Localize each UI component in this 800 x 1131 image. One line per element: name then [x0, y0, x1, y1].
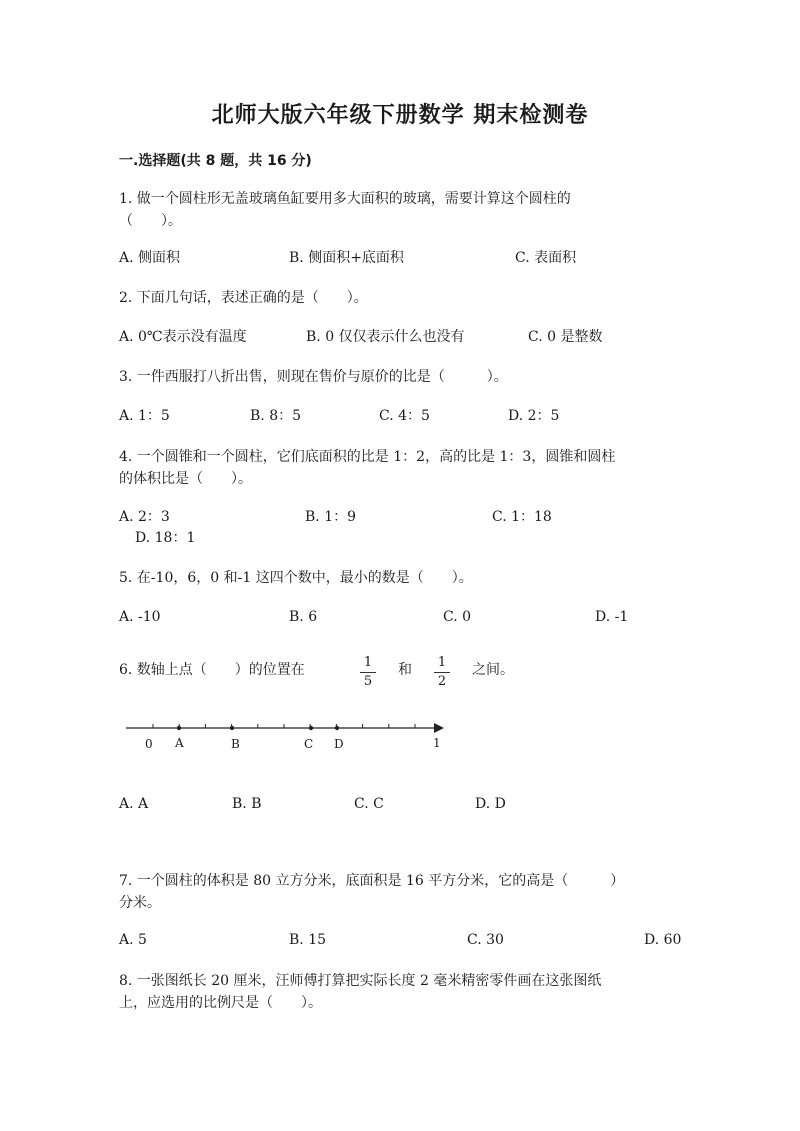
question-7-option-d: D. 60: [644, 932, 682, 948]
question-4-line-2: 的体积比是（ ）。: [119, 471, 252, 487]
number-line-label-1: 1: [433, 736, 441, 750]
question-6-option-a: A. A: [119, 796, 149, 812]
question-3-option-d: D. 2：5: [508, 408, 560, 424]
question-1-option-b: B. 侧面积+底面积: [289, 250, 404, 266]
number-line-label-b: B: [231, 737, 240, 751]
question-8-line-2: 上，应选用的比例尺是（ ）。: [119, 995, 322, 1011]
question-6-option-d: D. D: [475, 796, 506, 812]
question-4-line-1: 4. 一个圆锥和一个圆柱，它们底面积的比是 1：2，高的比是 1：3，圆锥和圆柱: [119, 449, 616, 465]
question-2-option-b: B. 0 仅仅表示什么也没有: [306, 329, 465, 345]
number-line-label-0: 0: [145, 737, 153, 751]
number-line-arrowhead: [434, 723, 444, 733]
point-b-dot: [230, 726, 234, 730]
fraction-1-denominator: 5: [363, 674, 373, 689]
question-7-option-b: B. 15: [289, 932, 327, 948]
point-d-dot: [335, 726, 339, 730]
fraction-2-denominator: 2: [437, 674, 447, 689]
question-3-option-b: B. 8：5: [250, 408, 302, 424]
question-5-line-1: 5. 在-10，6，0 和-1 这四个数中，最小的数是（ ）。: [119, 570, 473, 586]
question-6-option-b: B. B: [232, 796, 262, 812]
fraction-1-numerator: 1: [363, 655, 373, 670]
question-2-option-c: C. 0 是整数: [528, 329, 603, 345]
question-4-option-c: C. 1：18: [492, 509, 552, 525]
number-line-label-a: A: [175, 736, 184, 750]
point-c-dot: [309, 726, 313, 730]
question-1-line-2: （ ）。: [119, 213, 182, 229]
question-7-line-2: 分米。: [119, 895, 161, 911]
question-7-option-a: A. 5: [119, 932, 147, 948]
question-5-option-d: D. -1: [595, 609, 629, 625]
question-6-stem-part-2: 和: [398, 662, 412, 678]
question-6-stem-part-1: 6. 数轴上点（ ）的位置在: [119, 662, 305, 678]
page-title: 北师大版六年级下册数学 期末检测卷: [211, 103, 589, 128]
question-1-option-a: A. 侧面积: [119, 250, 181, 266]
fraction-2-numerator: 1: [437, 655, 447, 670]
question-7-stem: [119, 870, 689, 914]
number-line-label-d: D: [334, 737, 344, 751]
number-line-label-c: C: [304, 737, 314, 751]
question-8-line-1: 8. 一张图纸长 20 厘米，汪师傅打算把实际长度 2 毫米精密零件画在这张图纸: [119, 973, 602, 989]
question-3-line-1: 3. 一件西服打八折出售，则现在售价与原价的比是（ ）。: [119, 369, 508, 385]
section-heading: 一.选择题(共 8 题，共 16 分): [119, 153, 312, 169]
question-4-option-d: D. 18：1: [135, 530, 196, 546]
question-1-option-c: C. 表面积: [515, 250, 577, 266]
question-7-line-1: 7. 一个圆柱的体积是 80 立方分米，底面积是 16 平方分米，它的高是（ ）: [119, 873, 625, 889]
question-3-option-a: A. 1：5: [119, 408, 170, 424]
question-2-line-1: 2. 下面几句话，表述正确的是（ ）。: [119, 290, 368, 306]
question-5-option-a: A. -10: [119, 609, 161, 625]
question-5-option-b: B. 6: [289, 609, 318, 625]
question-7-option-c: C. 30: [467, 932, 504, 948]
question-3-option-c: C. 4：5: [379, 408, 430, 424]
question-5-option-c: C. 0: [443, 609, 472, 625]
question-6-stem-part-3: 之间。: [472, 662, 514, 678]
question-4-option-a: A. 2：3: [119, 509, 170, 525]
question-6-option-c: C. C: [354, 796, 384, 812]
question-4-option-b: B. 1：9: [305, 509, 357, 525]
question-2-option-a: A. 0℃表示没有温度: [119, 329, 247, 345]
question-1-line-1: 1. 做一个圆柱形无盖玻璃鱼缸要用多大面积的玻璃，需要计算这个圆柱的: [119, 191, 571, 207]
point-a-dot: [177, 726, 181, 730]
question-8-stem: [119, 970, 689, 1014]
